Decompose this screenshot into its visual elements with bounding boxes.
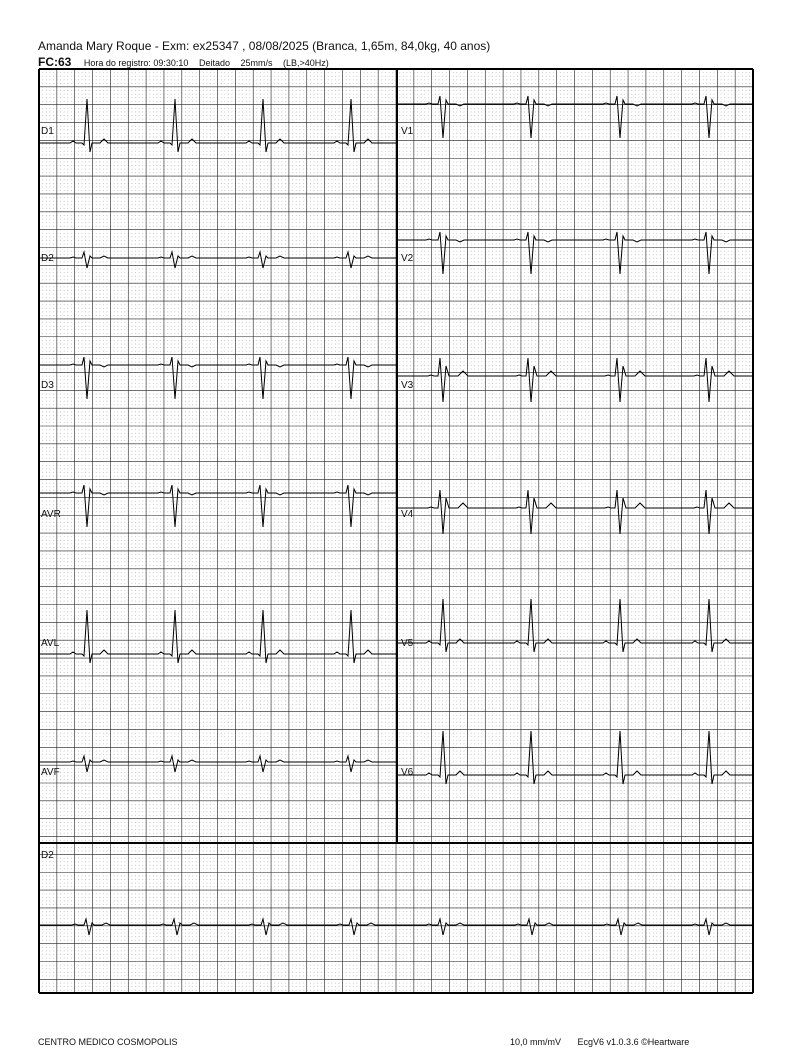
- lead-label-v6: V6: [401, 767, 414, 778]
- lead-trace-v1: [398, 96, 752, 138]
- lead-label-avr: AVR: [41, 509, 61, 520]
- lead-label-v4: V4: [401, 509, 414, 520]
- lead-label-d3: D3: [41, 380, 54, 391]
- patient-info: Amanda Mary Roque - Exm: ex25347 , 08/08/2025 (Branca, 1,65m, 84,0kg, 40 anos): [38, 39, 491, 53]
- paper-speed: 25mm/s: [240, 58, 273, 68]
- lead-label-d1: D1: [41, 126, 54, 137]
- lead-label-v2: V2: [401, 253, 414, 264]
- heart-rate: FC:63: [38, 55, 72, 69]
- lead-label-avl: AVL: [41, 638, 60, 649]
- lead-label-d2: D2: [41, 253, 54, 264]
- record-time: Hora do registro: 09:30:10: [83, 58, 189, 68]
- patient-position: Deitado: [198, 58, 230, 68]
- lead-label-v3: V3: [401, 380, 414, 391]
- lead-label-v1: V1: [401, 126, 414, 137]
- clinic-name: CENTRO MEDICO COSMOPOLIS: [38, 1037, 178, 1047]
- lead-label-avf: AVF: [41, 767, 60, 778]
- lead-trace-v3: [398, 358, 752, 402]
- gain-setting: 10,0 mm/mV: [510, 1037, 562, 1047]
- software-version: EcgV6 v1.0.3.6 ©Heartware: [577, 1037, 690, 1047]
- lead-trace-v2: [398, 232, 752, 274]
- filter-setting: (LB,>40Hz): [283, 58, 329, 68]
- footer-right: [510, 1037, 703, 1047]
- lead-trace-v4: [398, 490, 752, 534]
- lead-label-rhythm: D2: [41, 850, 54, 861]
- lead-label-v5: V5: [401, 638, 414, 649]
- lead-trace-v5: [398, 599, 752, 652]
